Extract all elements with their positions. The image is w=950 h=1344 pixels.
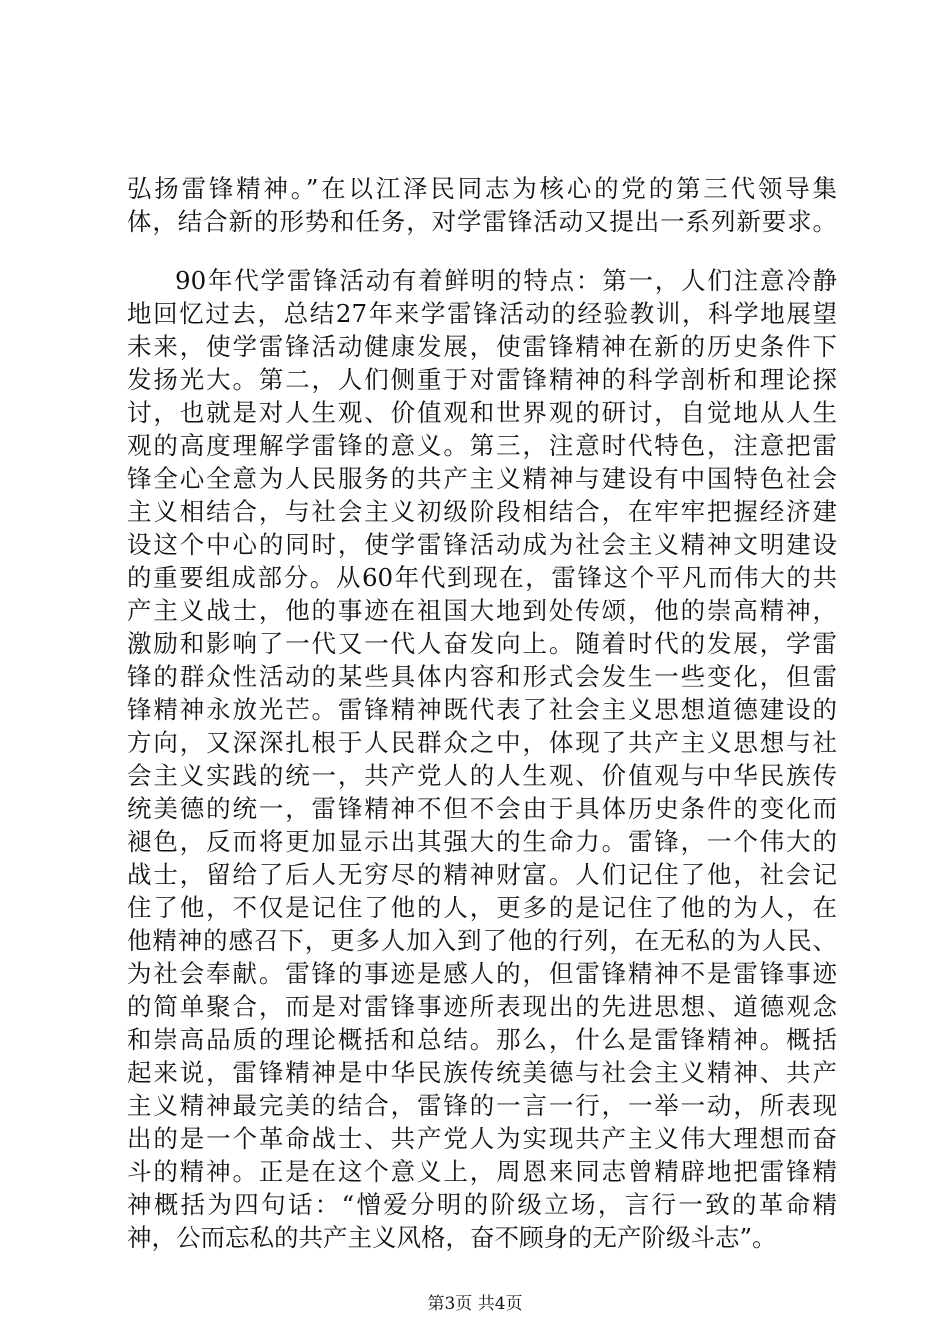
- text-line: 地回忆过去，总结27年来学雷锋活动的经验教训，科学地展望: [127, 299, 837, 328]
- text-line: 锋精神永放光芒。雷锋精神既代表了社会主义思想道德建设的: [127, 695, 837, 724]
- text-line: 出的是一个革命战士、共产党人为实现共产主义伟大理想而奋: [127, 1124, 837, 1153]
- text-line: 的重要组成部分。从60年代到现在，雷锋这个平凡而伟大的共: [127, 563, 837, 592]
- text-line: 激励和影响了一代又一代人奋发向上。随着时代的发展，学雷: [127, 629, 837, 658]
- text-line: 住了他，不仅是记住了他的人，更多的是记住了他的为人，在: [127, 893, 837, 922]
- text-line: 90年代学雷锋活动有着鲜明的特点：第一，人们注意冷静: [175, 266, 837, 295]
- text-line: 他精神的感召下，更多人加入到了他的行列，在无私的为人民、: [127, 926, 837, 955]
- text-line: 统美德的统一，雷锋精神不但不会由于具体历史条件的变化而: [127, 794, 837, 823]
- text-line: 弘扬雷锋精神。”在以江泽民同志为核心的党的第三代领导集: [127, 174, 837, 203]
- text-line: 锋的群众性活动的某些具体内容和形式会发生一些变化，但雷: [127, 662, 837, 691]
- text-line: 和崇高品质的理论概括和总结。那么，什么是雷锋精神。概括: [127, 1025, 837, 1054]
- page-number-footer: 第3页 共4页: [427, 1294, 523, 1314]
- text-line: 设这个中心的同时，使学雷锋活动成为社会主义精神文明建设: [127, 530, 837, 559]
- text-line: 讨，也就是对人生观、价值观和世界观的研讨，自觉地从人生: [127, 398, 837, 427]
- text-line: 神概括为四句话：“憎爱分明的阶级立场，言行一致的革命精: [127, 1190, 837, 1219]
- text-line: 体，结合新的形势和任务，对学雷锋活动又提出一系列新要求。: [127, 207, 837, 236]
- text-line: 方向，又深深扎根于人民群众之中，体现了共产主义思想与社: [127, 728, 837, 757]
- text-line: 锋全心全意为人民服务的共产主义精神与建设有中国特色社会: [127, 464, 837, 493]
- text-line: 未来，使学雷锋活动健康发展，使雷锋精神在新的历史条件下: [127, 332, 837, 361]
- text-line: 褪色，反而将更加显示出其强大的生命力。雷锋，一个伟大的: [127, 827, 837, 856]
- text-line: 的简单聚合，而是对雷锋事迹所表现出的先进思想、道德观念: [127, 992, 837, 1021]
- text-line: 主义相结合，与社会主义初级阶段相结合，在牢牢把握经济建: [127, 497, 837, 526]
- text-line: 为社会奉献。雷锋的事迹是感人的，但雷锋精神不是雷锋事迹: [127, 959, 837, 988]
- text-line: 战士，留给了后人无穷尽的精神财富。人们记住了他，社会记: [127, 860, 837, 889]
- text-line: 神，公而忘私的共产主义风格，奋不顾身的无产阶级斗志”。: [127, 1223, 777, 1252]
- text-line: 会主义实践的统一，共产党人的人生观、价值观与中华民族传: [127, 761, 837, 790]
- text-line: 发扬光大。第二，人们侧重于对雷锋精神的科学剖析和理论探: [127, 365, 837, 394]
- text-line: 产主义战士，他的事迹在祖国大地到处传颂，他的崇高精神，: [127, 596, 837, 625]
- text-line: 斗的精神。正是在这个意义上，周恩来同志曾精辟地把雷锋精: [127, 1157, 837, 1186]
- text-line: 观的高度理解学雷锋的意义。第三，注意时代特色，注意把雷: [127, 431, 837, 460]
- text-line: 主义精神最完美的结合，雷锋的一言一行，一举一动，所表现: [127, 1091, 837, 1120]
- text-line: 起来说，雷锋精神是中华民族传统美德与社会主义精神、共产: [127, 1058, 837, 1087]
